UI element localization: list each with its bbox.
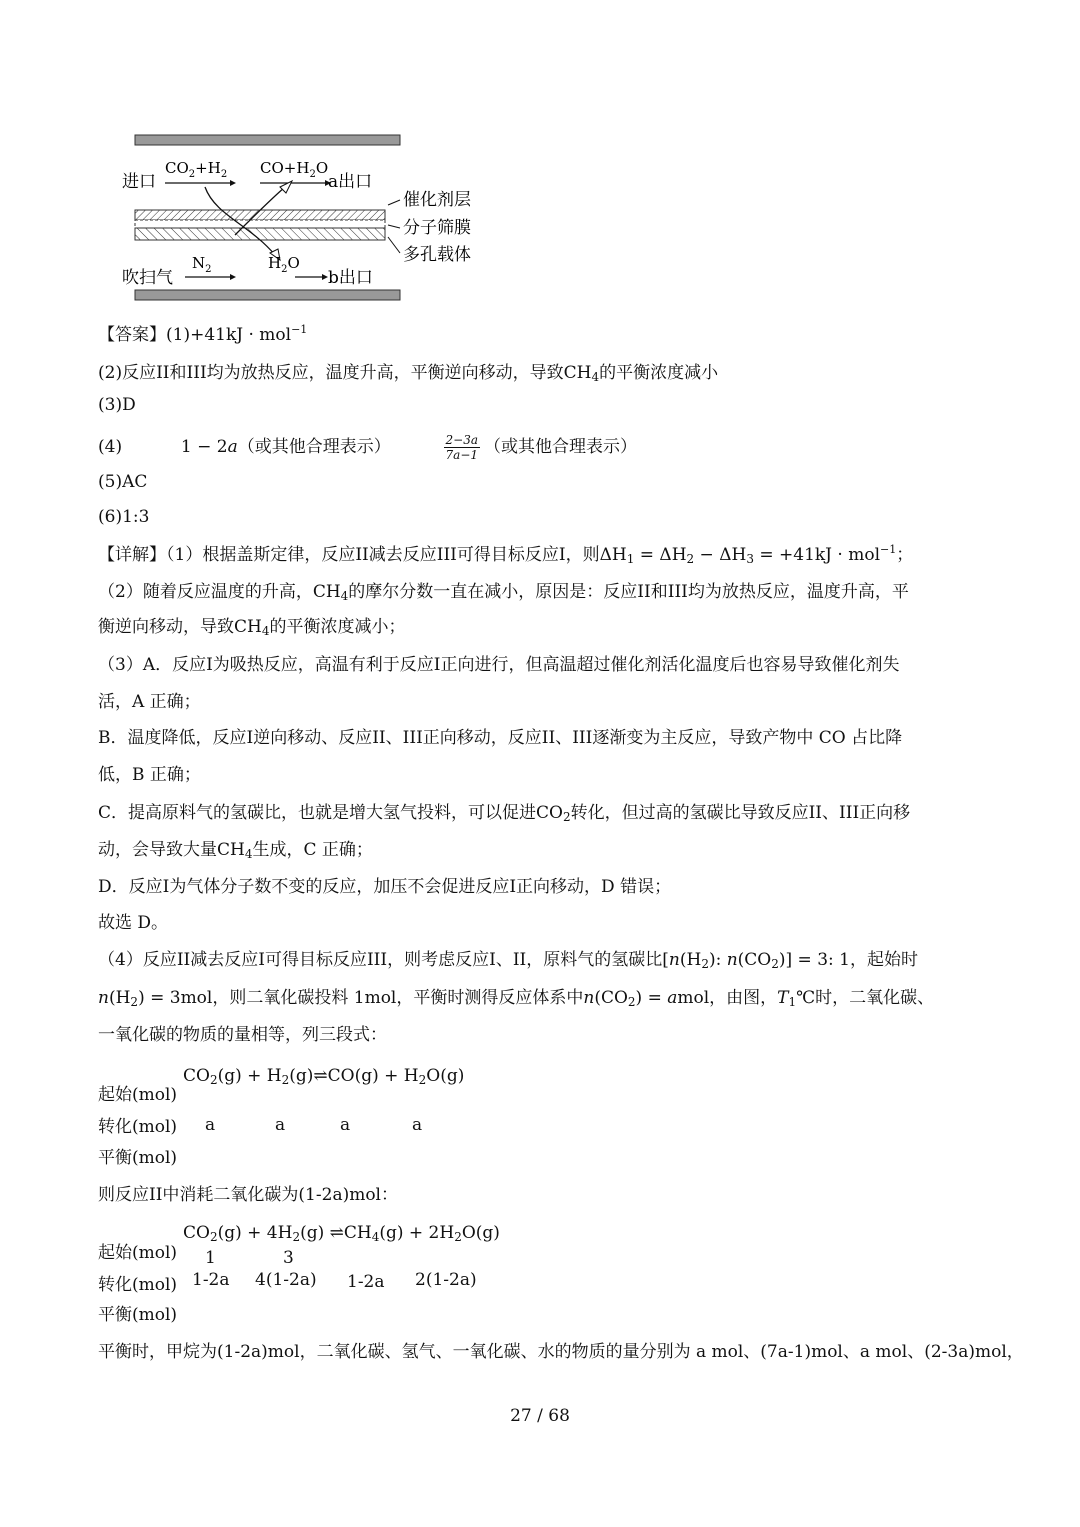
table1-cell: a <box>340 1115 351 1135</box>
var: n <box>98 988 109 1008</box>
text: (H <box>108 988 131 1008</box>
sub: 2 <box>418 1073 427 1087</box>
text: (g) + 2H <box>379 1223 455 1243</box>
text: 动，会导致大量CH <box>98 840 245 860</box>
table1-row-eq: 平衡(mol) <box>98 1148 178 1168</box>
answer-4 <box>98 432 637 462</box>
catalyst-layer <box>135 210 385 220</box>
detail-label: 【详解】 <box>98 545 166 565</box>
table2-cell: 4(1-2a) <box>255 1270 317 1290</box>
var: a <box>667 988 678 1008</box>
table1-row-change: 转化(mol) <box>98 1117 178 1137</box>
text: (CO <box>594 988 628 1008</box>
sub: 3 <box>746 552 754 566</box>
text: (g) + 4H <box>217 1223 293 1243</box>
text: 生成，C 正确； <box>252 840 373 860</box>
detail-3-line7: D．反应I为气体分子数不变的反应，加压不会促进反应I正向移动，D 错误； <box>98 877 672 897</box>
text: (g) ⇌CH <box>300 1223 372 1243</box>
detail-3-line6 <box>98 835 373 860</box>
detail-1-pre: （1）根据盖斯定律，反应II减去反应III可得目标反应I，则ΔH <box>166 545 627 565</box>
detail-2-line1 <box>98 577 909 602</box>
answer-3: (3)D <box>98 395 136 415</box>
sub: 2 <box>209 1073 218 1087</box>
answer-4-fraction <box>444 433 480 462</box>
table1-cell: a <box>412 1115 423 1135</box>
detail-1-end: ； <box>896 545 914 565</box>
text: 转化，但过高的氢碳比导致反应II、III正向移 <box>570 803 911 823</box>
detail-3-line8: 故选 D。 <box>98 913 169 933</box>
table2-row-change: 转化(mol) <box>98 1275 178 1295</box>
text: ℃时，二氧化碳、 <box>796 988 935 1008</box>
table2-start-cell: 3 <box>283 1248 294 1268</box>
table2-cell: 2(1-2a) <box>415 1270 477 1290</box>
sub: 2 <box>130 995 139 1009</box>
sub: 2 <box>771 957 779 971</box>
text: ) = 3mol，则二氧化碳投料 1mol，平衡时测得反应体系中 <box>138 988 584 1008</box>
inlet-label: 进口 <box>122 172 156 192</box>
layer3-label: 多孔载体 <box>403 245 471 265</box>
answer-4-note1: （或其他合理表示） <box>237 437 391 457</box>
sweep-label: 吹扫气 <box>122 268 173 288</box>
detail-4-line2 <box>98 983 934 1008</box>
layer2-label: 分子筛膜 <box>403 218 471 238</box>
text: 衡逆向移动，导致CH <box>98 617 262 637</box>
table2-equation <box>183 1223 500 1243</box>
text: CO <box>183 1066 210 1086</box>
answer-2-pre: (2)反应II和III均为放热反应，温度升高，平衡逆向移动，导致CH <box>98 363 592 383</box>
bottom-wall <box>135 290 400 300</box>
text: O(g) <box>461 1223 500 1243</box>
sub: 2 <box>627 995 636 1009</box>
detail-3-line5 <box>98 798 910 823</box>
fraction-numerator: 2−3a <box>445 433 479 447</box>
text: (H <box>679 950 702 970</box>
detail-3-line3: B．温度降低，反应I逆向移动、反应II、III正向移动，反应II、III逐渐变为主反应，导致产物中 CO 占比降 <box>98 728 903 748</box>
detail-1-post: = +41kJ · mol <box>753 545 881 565</box>
sup: −1 <box>880 543 897 556</box>
sub: 2 <box>209 1230 218 1244</box>
var: T <box>777 988 789 1008</box>
var: n <box>583 988 595 1008</box>
text: O(g) <box>426 1066 465 1086</box>
text: (CO <box>737 950 772 970</box>
sub: 4 <box>371 1230 380 1244</box>
table2-row-eq: 平衡(mol) <box>98 1305 178 1325</box>
top-wall <box>135 135 400 145</box>
detail-1-mid2: − ΔH <box>694 545 747 565</box>
answer-1-text: (1)+41kJ · mol <box>166 325 292 345</box>
text: ): <box>708 950 727 970</box>
answer-4-label: (4) <box>98 437 123 457</box>
sweep-gas-label: $N_2$ <box>192 254 212 275</box>
answer-6: (6)1:3 <box>98 507 150 527</box>
sub: 1 <box>788 995 797 1009</box>
text: )] = 3: 1，起始时 <box>778 950 918 970</box>
table1-row-start: 起始(mol) <box>98 1085 178 1105</box>
table1-cell: a <box>205 1115 216 1135</box>
detail-3-line2: 活，A 正确； <box>98 692 201 712</box>
sub: 2 <box>701 957 709 971</box>
water-label: $H_2O$ <box>268 254 300 275</box>
sieve-layer <box>135 220 385 228</box>
sub: 2 <box>686 552 695 566</box>
answer-2-sub: 4 <box>591 370 600 384</box>
answer-4-expr: 1 − 2 <box>180 437 228 457</box>
text: CO <box>183 1223 210 1243</box>
answer-4-note2: （或其他合理表示） <box>484 437 638 457</box>
answer-label: 【答案】 <box>98 325 166 345</box>
answer-1-sup: −1 <box>291 323 308 336</box>
answer-4-var: a <box>227 437 238 457</box>
page-number: 27 / 68 <box>510 1406 570 1426</box>
table1-cell: a <box>275 1115 286 1135</box>
sub: 2 <box>292 1230 301 1244</box>
detail-3-line1: （3）A．反应I为吸热反应，高温有利于反应I正向进行，但高温超过催化剂活化温度后也容易导致催化剂失 <box>98 655 900 675</box>
answer-2 <box>98 358 718 383</box>
sub: 1 <box>626 552 635 566</box>
sub: 4 <box>340 589 349 603</box>
outlet-b-label: b出口 <box>328 268 373 288</box>
sub: 2 <box>454 1230 462 1244</box>
answer-1 <box>98 320 307 345</box>
fraction-denominator: 7a−1 <box>445 448 479 462</box>
text: (g)⇌CO(g) + H <box>289 1066 419 1086</box>
text: 的平衡浓度减小； <box>269 617 406 637</box>
inlet-gas-label: $CO_2+H_2$ <box>165 159 228 180</box>
sub: 2 <box>281 1073 290 1087</box>
detail-2-line2 <box>98 612 405 637</box>
final-line: 平衡时，甲烷为(1-2a)mol，二氧化碳、氢气、一氧化碳、水的物质的量分别为 a mol、(7a-1)mol、a mol、(2-3a)mol， <box>98 1342 1024 1362</box>
text: ) = <box>635 988 668 1008</box>
text: 的摩尔分数一直在减小，原因是：反应II和III均为放热反应，温度升高，平 <box>348 582 909 602</box>
detail-1-mid1: = ΔH <box>634 545 687 565</box>
text: C．提高原料气的氢碳比，也就是增大氢气投料，可以促进CO <box>98 803 563 823</box>
table2-row-start: 起始(mol) <box>98 1243 178 1263</box>
detail-1 <box>98 540 913 565</box>
outlet-a-label: a出口 <box>328 172 373 192</box>
table2-cell: 1-2a <box>347 1272 385 1292</box>
table2-cell: 1-2a <box>192 1270 230 1290</box>
answer-5: (5)AC <box>98 472 148 492</box>
var: n <box>668 950 680 970</box>
sub: 4 <box>244 847 253 861</box>
layer1-label: 催化剂层 <box>403 190 471 210</box>
table2-start-cell: 1 <box>205 1248 216 1268</box>
sub: 4 <box>261 624 270 638</box>
detail-4-line3: 一氧化碳的物质的量相等，列三段式： <box>98 1025 387 1045</box>
membrane-reactor-diagram <box>110 125 490 315</box>
answer-2-post: 的平衡浓度减小 <box>599 363 719 383</box>
var: n <box>726 950 738 970</box>
text: （2）随着反应温度的升高，CH <box>98 582 341 602</box>
between-text: 则反应II中消耗二氧化碳为(1-2a)mol： <box>98 1185 398 1205</box>
table1-equation <box>183 1066 464 1086</box>
detail-4-line1 <box>98 945 918 970</box>
text: （4）反应II减去反应I可得目标反应III，则考虑反应I、II，原料气的氢碳比[ <box>98 950 669 970</box>
outlet-gas-label: $CO+H_2O$ <box>260 159 329 180</box>
detail-3-line4: 低，B 正确； <box>98 765 201 785</box>
sub: 2 <box>562 810 571 824</box>
porous-layer <box>135 228 385 240</box>
text: mol，由图， <box>677 988 778 1008</box>
text: (g) + H <box>217 1066 282 1086</box>
